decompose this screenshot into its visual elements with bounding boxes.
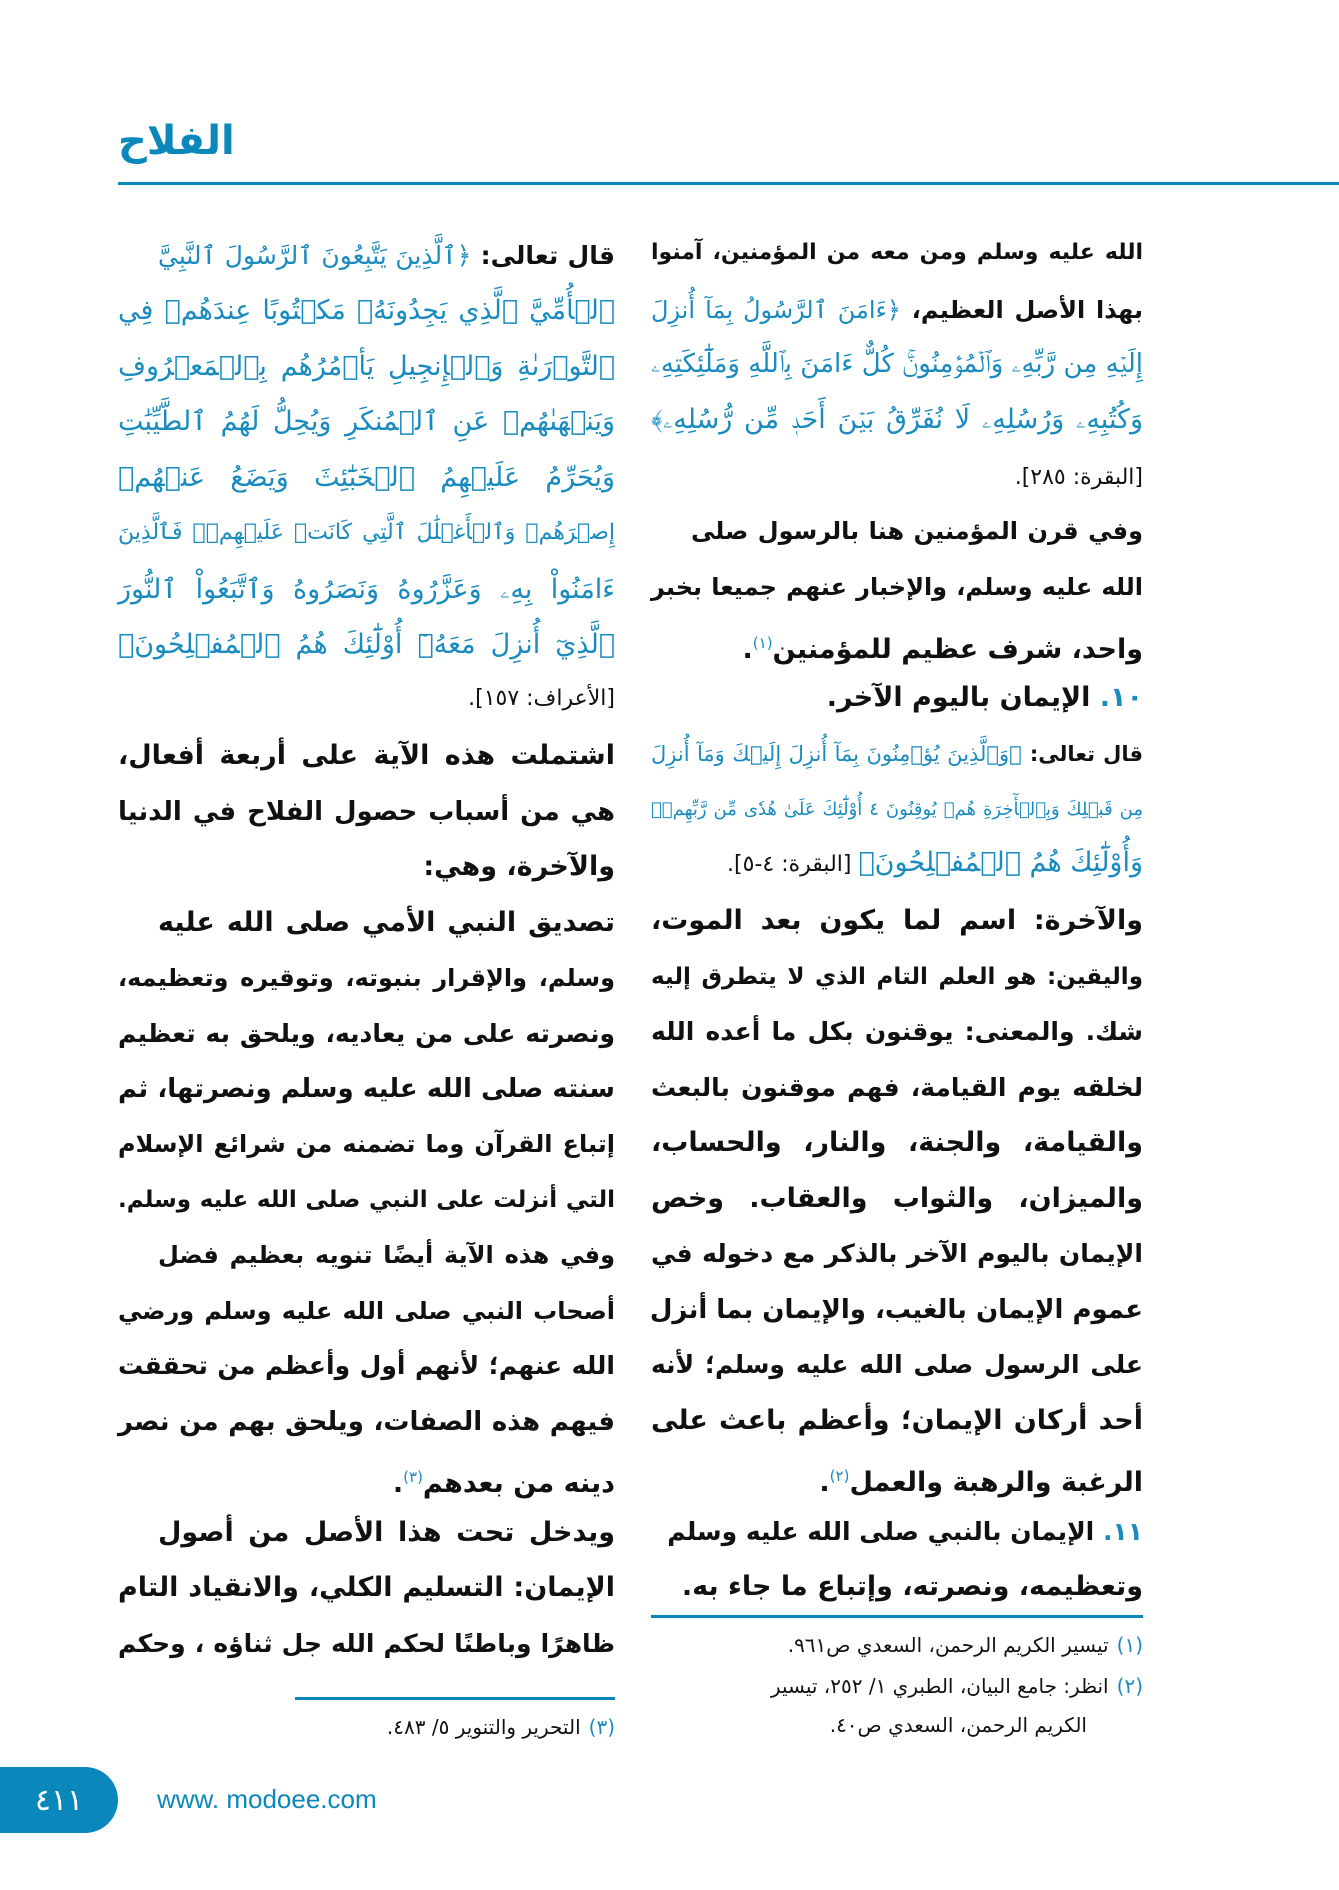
quran-verse: وَيَنۡهَىٰهُمۡ عَنِ ٱلۡمُنكَرِ وَيُحِلُّ لَهُمُ ٱلطَّيِّبَٰتِ [118,406,615,437]
quran-verse: ﴿ءَامَنَ ٱلرَّسُولُ بِمَآ أُنزِلَ [651,296,901,324]
text-line [691,670,1143,726]
left-column [118,0,615,1680]
body-text: وسلم، والإقرار بنبوته، وتوقيره وتعظيمه، [118,964,615,992]
body-text: قال تعالى: [1021,742,1143,766]
text-line [118,1283,615,1339]
body-text: ظاهرًا وباطنًا لحكم الله جل ثناؤه ، وحكم [118,1629,615,1658]
page-number-tab [0,1767,118,1833]
text-line [118,505,615,561]
body-text: . [742,634,753,665]
body-text: شك. والمعنى: يوقنون بكل ما أعده الله [651,1017,1143,1046]
text-line [651,1393,1143,1449]
text-line [651,1559,1143,1615]
body-text: ويدخل تحت هذا الأصل من أصول [158,1517,615,1548]
text-line [118,450,615,506]
body-text: الله عليه وسلم ومن معه من المؤمنين، آمنوا [651,240,1143,265]
quran-verse: ءَامَنُواْ بِهِۦ وَعَزَّرُوهُ وَنَصَرُوهُ وَٱتَّبَعُواْ ٱلنُّورَ [118,574,615,605]
quran-verse: وَيُحَرِّمُ عَلَيۡهِمُ ٱلۡخَبَٰٓئِثَ وَيَضَعُ عَنۡهُمۡ [118,462,615,493]
body-text: لخلقه يوم القيامة، فهم موقنون بالبعث [651,1073,1143,1102]
text-line [118,394,615,450]
text-line [651,1171,1143,1227]
text-line [118,339,615,395]
quran-verse: وَكُتُبِهِۦ وَرُسُلِهِۦ لَا نُفَرِّقُ بَيۡنَ أَحَدٖ مِّن رُّسُلِهِۦ﴾ [651,404,1143,435]
verse-citation: [الأعراف: ١٥٧]. [468,686,615,711]
body-text: سنته صلى الله عليه وسلم ونصرتها، ثم [118,1074,615,1104]
text-line [651,282,1143,338]
text-line [118,950,615,1006]
footnote-1 [788,1625,1143,1665]
body-text: أحد أركان الإيمان؛ وأعظم باعث على [651,1405,1143,1436]
text-line [118,1560,615,1616]
body-text: عموم الإيمان بالغيب، والإيمان بما أنزل [649,1295,1143,1325]
footnote-number: (٢) [1116,1674,1143,1698]
text-line [158,1505,615,1561]
text-line [651,782,1143,838]
text-line [651,1282,1143,1338]
text-line [118,839,615,895]
body-text: وفي هذه الآية أيضًا تنويه بعظيم فضل [158,1241,615,1269]
quran-verse: إِصۡرَهُمۡ وَٱلۡأَغۡلَٰلَ ٱلَّتِي كَانَتۡ عَلَيۡهِمۡۚ فَٱلَّذِينَ [118,520,615,545]
text-line [651,835,1143,891]
text-line [118,1394,615,1450]
body-text: والآخرة، وهي: [423,851,615,882]
text-line [651,1448,1143,1504]
footnote-text: انظر: جامع البيان، الطبري ١/ ٢٥٢، تيسير [770,1674,1109,1698]
text-line [118,1616,615,1672]
text-line [651,949,1143,1005]
quran-verse: مِن قَبۡلِكَ وَبِٱلۡأٓخِرَةِ هُمۡ يُوقِنُونَ ٤ أُوْلَٰٓئِكَ عَلَىٰ هُدٗى مِّن رَّبِّهِمۡۖ [651,799,1143,820]
body-text: . [819,1467,830,1498]
text-line [651,1060,1143,1116]
text-line [118,1061,615,1117]
body-text: وفي قرن المؤمنين هنا بالرسول صلى [691,517,1143,545]
body-text: وتعظيمه، ونصرته، وإتباع ما جاء به. [681,1571,1143,1602]
body-text: التي أنزلت على النبي صلى الله عليه وسلم. [118,1187,615,1213]
text-line [651,448,1143,504]
verse-citation: [البقرة: ٤-٥]. [727,852,859,877]
body-text: الإيمان بالنبي صلى الله عليه وسلم [667,1517,1095,1546]
text-line [118,669,615,725]
quran-verse: وَأُوْلَٰٓئِكَ هُمُ ٱلۡمُفۡلِحُونَ﴾ [858,847,1143,878]
section-number: ١١. [1094,1517,1143,1546]
footnote-separator-right [651,1615,1143,1618]
footnote-text: تيسير الكريم الرحمن، السعدي ص٩٦١. [787,1633,1109,1657]
body-text: ونصرته على من يعاديه، ويلحق به تعظيم [118,1019,615,1048]
footnote-separator-left [295,1697,615,1700]
body-text: واليقين: هو العلم التام الذي لا يتطرق إليه [651,964,1143,990]
body-text: فيهم هذه الصفات، ويلحق بهم من نصر [118,1407,615,1437]
section-number: ١٠. [1090,682,1143,713]
text-line [118,1116,615,1172]
text-line [118,728,615,784]
text-line [651,1337,1143,1393]
right-column [651,0,1143,1600]
text-line [651,559,1143,615]
body-text: اشتملت هذه الآية على أربعة أفعال، [118,740,615,771]
footnote-text: الكريم الرحمن، السعدي ص٤٠. [829,1713,1087,1737]
text-line [651,1504,1143,1560]
text-line [651,1115,1143,1171]
body-text: هي من أسباب حصول الفلاح في الدنيا [118,797,615,827]
quran-verse: ٱلَّذِيٓ أُنزِلَ مَعَهُۥٓ أُوْلَٰٓئِكَ هُمُ ٱلۡمُفۡلِحُونَ﴾ [118,629,615,660]
text-line [691,503,1143,559]
body-text: تصديق النبي الأمي صلى الله عليه [158,907,615,938]
body-text: الله عنهم؛ لأنهم أول وأعظم من تحققت [118,1351,615,1380]
text-line [158,895,615,951]
text-line [651,392,1143,448]
text-line [118,784,615,840]
body-text: واحد، شرف عظيم للمؤمنين [772,634,1143,665]
body-text: أصحاب النبي صلى الله عليه وسلم ورضي [118,1297,615,1325]
chapter-title: الفلاح [118,118,235,164]
footnote-2-continued [830,1705,1087,1745]
footnote-ref: (٣) [403,1468,423,1486]
text-line [651,336,1143,392]
body-text: . [392,1468,404,1499]
text-line [158,1227,615,1283]
body-text: الإيمان باليوم الآخر بالذكر مع دخوله في [651,1239,1143,1268]
text-line [158,228,615,284]
text-line [651,225,1143,281]
body-text: الرغبة والرهبة والعمل [849,1467,1143,1498]
body-text: قال تعالى: [471,241,615,270]
quran-verse: إِلَيۡهِ مِن رَّبِّهِۦ وَٱلۡمُؤۡمِنُونَۚ كُلٌّ ءَامَنَ بِٱللَّهِ وَمَلَٰٓئِكَتِهِۦ [651,349,1143,379]
body-text: الله عليه وسلم، والإخبار عنهم جميعا بخبر [651,573,1143,601]
text-line [118,1172,615,1228]
website-url[interactable]: www. modoee.com [157,1784,377,1814]
footnote-number: (٣) [588,1715,615,1739]
text-line [651,893,1143,949]
quran-verse: ﴿وَٱلَّذِينَ يُؤۡمِنُونَ بِمَآ أُنزِلَ إِلَيۡكَ وَمَآ أُنزِلَ [651,742,1022,766]
body-text: بهذا الأصل العظيم، [900,296,1144,324]
body-text: على الرسول صلى الله عليه وسلم؛ لأنه [651,1350,1143,1379]
body-text: والميزان، والثواب والعقاب. وخص [651,1183,1143,1214]
page-number: ٤١١ [34,1782,84,1818]
footnote-2 [771,1666,1143,1706]
text-line [651,726,1143,782]
footnote-text: التحرير والتنوير ٥/ ٤٨٣. [386,1715,581,1739]
body-text: دينه من بعدهم [422,1468,615,1499]
footnote-3 [387,1707,615,1747]
text-line [651,1226,1143,1282]
body-text: إتباع القرآن وما تضمنه من شرائع الإسلام [118,1130,615,1158]
verse-citation: [البقرة: ٢٨٥]. [1014,465,1143,490]
quran-verse: ﴿ٱلَّذِينَ يَتَّبِعُونَ ٱلرَّسُولَ ٱلنَّبِيَّ [158,241,472,270]
text-line [651,1004,1143,1060]
quran-verse: ٱلتَّوۡرَىٰةِ وَٱلۡإِنجِيلِ يَأۡمُرُهُم بِٱلۡمَعۡرُوفِ [118,351,615,382]
text-line [118,562,615,618]
body-text: الإيمان: التسليم الكلي، والانقياد التام [118,1572,615,1603]
text-line [118,617,615,673]
footnote-ref: (٢) [829,1467,850,1485]
text-line [118,1338,615,1394]
footnote-ref: (١) [752,634,773,652]
body-text: الإيمان باليوم الآخر. [826,682,1091,713]
text-line [651,615,1143,671]
quran-verse: ٱلۡأُمِّيَّ ٱلَّذِي يَجِدُونَهُۥ مَكۡتُوبًا عِندَهُمۡ فِي [118,295,615,326]
text-line [118,1006,615,1062]
body-text: والقيامة، والجنة، والنار، والحساب، [651,1127,1143,1158]
footnote-number: (١) [1116,1633,1143,1657]
text-line [118,1449,615,1505]
body-text: والآخرة: اسم لما يكون بعد الموت، [651,905,1143,936]
text-line [118,283,615,339]
